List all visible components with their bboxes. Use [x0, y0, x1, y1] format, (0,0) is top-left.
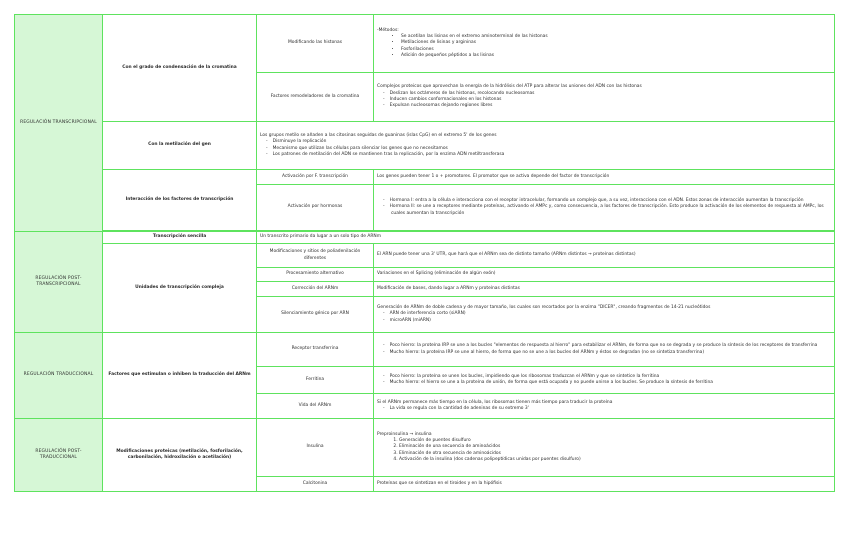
list-item: - Disminuye la replicación	[274, 139, 831, 145]
list-item: - Poco hierro: la proteína se unen los bucles, impidiendo que los ribosomas traduzcan el ARNm y que se sintetice la ferritina	[391, 374, 831, 380]
dash-list	[377, 91, 831, 110]
list-item: • Se acetilan las lisinas en el extremo aminoterminal de las histonas	[401, 34, 831, 40]
table-row	[15, 419, 835, 477]
bullet-list	[377, 34, 831, 60]
sub-cell: Modificando las histonas	[257, 15, 374, 73]
dash-list	[377, 198, 831, 217]
table-row	[15, 15, 835, 73]
section-label: REGULACIÓN TRANSCRIPCIONAL	[20, 119, 97, 125]
dash-list	[377, 311, 831, 324]
section-cell-translational	[15, 333, 103, 419]
dash-list	[260, 139, 831, 158]
sub-cell: Receptor transferrina	[257, 333, 374, 367]
mechanism-cell: Interacción de los factores de transcripción	[103, 170, 257, 231]
content-cell	[374, 367, 835, 394]
list-item: - Los patrones de metilación del ADN se mantienen tras la replicación, por la enzima ADN metiltransferasa	[274, 152, 831, 158]
content-cell: Generación de ARNm de doble cadena y de mayor tamaño, los cuales son recortados por la enzima "DICER", creando fragmentos de 14-21 nucleótidos - ARN de interferencia corto (siARN) - microARN (miARN)	[374, 297, 835, 333]
list-item: - Poco hierro: la proteína IRP se une a los bucles "elementos de respuesta al hierro" para estabilizar el ARNm, de forma que no se degrada y se produce la síntesis de los receptores de transferrina	[391, 343, 831, 349]
section-cell-transcriptional	[15, 15, 103, 232]
mechanism-cell: Factores que estimulan o inhiben la traducción del ARNm	[103, 333, 257, 419]
list-item: • Fosforilaciones	[401, 47, 831, 53]
list-item: - La vida se regula con la cantidad de adeninas de su extremo 3'	[391, 406, 831, 412]
sub-cell: Calcitonina	[257, 477, 374, 492]
content-cell: Preproinsulina → insulina 1. Generación de puentes disulfuro 2. Eliminación de una secuencia de aminoácidos 3. Eliminación de otra secuencia de aminoácidos 4. Activación de la insulina (dos cadenas polipeptídicas unidas por puentes disulfuro)	[374, 419, 835, 477]
sub-cell: Activación por F. transcripción	[257, 170, 374, 185]
content-cell: Si el ARNm permanece más tiempo en la célula, los ribosomas tienen más tiempo para traducir la proteína - La vida se regula con la cantidad de adeninas de su extremo 3'	[374, 394, 835, 419]
mechanism-cell: Transcripción sencilla	[103, 232, 257, 244]
list-item: - Mucho hierro: el hierro se une a la proteína de unión, de forma que está ocupada y no puede unirse a los bucles. Se produce la síntesis de ferritina	[391, 380, 831, 386]
content-cell	[374, 185, 835, 231]
sub-cell: Insulina	[257, 419, 374, 477]
mechanism-cell: Con el grado de condensación de la cromatina	[103, 15, 257, 122]
list-item: - Mecanismo que utilizan las células para silenciar los genes que no necesitamos	[274, 146, 831, 152]
table-row	[15, 122, 835, 170]
content-cell: Variaciones en el Splicing (eliminación de algún exón)	[374, 268, 835, 282]
list-item: - ARN de interferencia corto (siARN)	[391, 311, 831, 317]
dash-list	[377, 406, 831, 412]
content-cell: Modificación de bases, dando lugar a ARNm y proteínas distintas	[374, 282, 835, 297]
content-cell: Complejos proteicos que aprovechan la energía de la hidrólisis del ATP para alterar las uniones del ADN con las histonas - Deslizan los octámeros de las histonas, recolocando nucleosomas - Inducen cambios conformacionales en los histonas - Expulsan nucleosomas dejando regiones libres	[374, 73, 835, 122]
list-item: 3. Eliminación de otra secuencia de aminoácidos	[399, 451, 831, 457]
numbered-list	[377, 438, 831, 464]
regulation-table	[14, 14, 835, 492]
sub-cell: Factores remodeladores de la cromatina	[257, 73, 374, 122]
section-cell-post-transcriptional	[15, 232, 103, 333]
table-row	[15, 333, 835, 367]
content-cell: Un transcrito primario da lugar a un solo tipo de ARNm	[257, 232, 835, 244]
content-cell: -Métodos: • Se acetilan las lisinas en el extremo aminoterminal de las histonas • Metilaciones de lisinas y argininas • Fosforilaciones • Adición de pequeños péptidos a las lisinas	[374, 15, 835, 73]
content-cell: Los genes pueden tener 1 o + promotores. El promotor que se activa depende del factor de transcripción	[374, 170, 835, 185]
list-item: • Metilaciones de lisinas y argininas	[401, 40, 831, 46]
table-row	[15, 244, 835, 268]
list-item: • Adición de pequeños péptidos a las lisinas	[401, 53, 831, 59]
list-item: 2. Eliminación de una secuencia de aminoácidos	[399, 444, 831, 450]
content-cell: Proteínas que se sintetizan en el tiroides y en la hipófisis	[374, 477, 835, 492]
list-item: - Expulsan nucleosomas dejando regiones libres	[391, 103, 831, 109]
table-row	[15, 170, 835, 185]
list-item: - microARN (miARN)	[391, 318, 831, 324]
dash-list	[377, 374, 831, 387]
mechanism-cell: Unidades de transcripción compleja	[103, 244, 257, 333]
sub-cell: Silenciamiento génico por ARN	[257, 297, 374, 333]
sub-cell: Activación por hormonas	[257, 185, 374, 231]
sub-cell: Vida del ARNm	[257, 394, 374, 419]
list-item: - Deslizan los octámeros de las histonas, recolocando nucleosomas	[391, 91, 831, 97]
sub-cell: Corrección del ARNm	[257, 282, 374, 297]
section-cell-post-translational	[15, 419, 103, 492]
list-item: 1. Generación de puentes disulfuro	[399, 438, 831, 444]
list-item: - Hormona I: entra a la célula e interacciona con el receptor intracelular, formando un complejo que, a su vez, interacciona con el ADN. Estos zonas de interacción aumentan la transcripción	[391, 198, 831, 204]
list-item: - Hormona II: se une a receptores mediante proteínas, activando el AMPc y, como consecuencia, a los factores de transcripción. Esto produce la activación de los elementos de respuesta al AMPc, los cuales aumentan la transcripción	[391, 204, 831, 217]
sub-cell: Ferritina	[257, 367, 374, 394]
table-row	[15, 232, 835, 244]
list-item: 4. Activación de la insulina (dos cadenas polipeptídicas unidas por puentes disulfuro)	[399, 457, 831, 463]
list-item: - Inducen cambios conformacionales en los histonas	[391, 97, 831, 103]
section-label: REGULACIÓN POST-TRADUCCIONAL	[35, 448, 82, 460]
content-cell: Los grupos metilo se añaden a las citosinas seguidas de guaninas (islas CpG) en el extremo 5' de los genes - Disminuye la replicación - Mecanismo que utilizan las células para silenciar los genes que no necesitamos - Los patrones de metilación del ADN se mantienen tras la replicación, por la enzima ADN metiltransferasa	[257, 122, 835, 170]
mechanism-cell: Modificaciones proteicas (metilación, fosforilación, carbonilación, hidroxilación o acetilación)	[103, 419, 257, 492]
mechanism-cell: Con la metilación del gen	[103, 122, 257, 170]
section-label: REGULACIÓN POST-TRANSCRIPCIONAL	[35, 275, 82, 287]
list-item: - Mucho hierro: la proteína IRP se une al hierro, de forma que no se une a los bucles del ARNm y éstos se degradan (no se sintetiza transferrina)	[391, 350, 831, 356]
content-cell: El ARN puede tener una 3' UTR, que hará que el ARNm sea de distinto tamaño (ARNm distintos → proteínas distintas)	[374, 244, 835, 268]
section-label: REGULACIÓN TRADUCCIONAL	[23, 372, 94, 378]
content-cell	[374, 333, 835, 367]
sub-cell: Modificaciones y sitios de poliadenilación diferentes	[257, 244, 374, 268]
dash-list	[377, 343, 831, 356]
sub-cell: Procesamiento alternativo	[257, 268, 374, 282]
